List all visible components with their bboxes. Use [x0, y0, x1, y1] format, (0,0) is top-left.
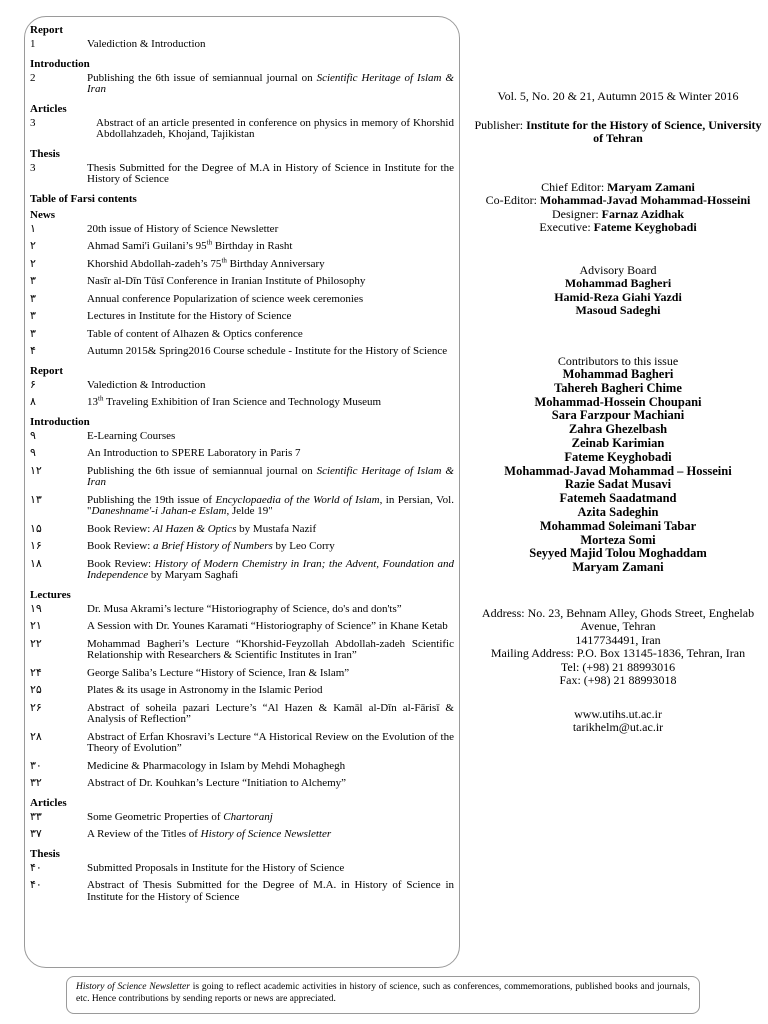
contributors [468, 355, 768, 575]
entry-italic: a Brief History of Numbers [153, 540, 273, 552]
entry-title [87, 431, 454, 443]
page-number: 3 [30, 161, 36, 174]
page-number: ۹ [30, 429, 36, 442]
entry-italic: History of Science Newsletter [200, 828, 332, 840]
entry-title [87, 466, 454, 489]
contributor-name: Azita Sadeghin [577, 504, 659, 519]
page-number: ۲۴ [30, 666, 42, 679]
entry-title [87, 621, 454, 633]
address-block [468, 607, 768, 688]
section-heading: Table of Farsi contents [30, 192, 137, 205]
toc-entry [30, 224, 454, 236]
ordinal-suffix: th [206, 238, 213, 247]
section-heading: Lectures [30, 588, 71, 601]
entry-title [87, 311, 454, 323]
contributor-name: Zahra Ghezelbash [568, 422, 668, 437]
toc-entry [30, 541, 454, 553]
entry-text: Publishing the 6th issue of semiannual journal on [87, 71, 317, 84]
contributor-name: Fatemeh Saadatmand [559, 491, 677, 506]
editorial-staff [468, 181, 768, 235]
entry-text-after: , in Persian, Vol. " [87, 493, 454, 517]
contact-links [468, 708, 768, 735]
entry-title [87, 118, 454, 141]
contributor-name: Fateme Keyghobadi [564, 449, 672, 464]
entry-italic: Al Hazen & Optics [153, 522, 237, 535]
toc-entry [30, 118, 454, 141]
toc-entry [30, 829, 454, 841]
page-number: ۲۱ [30, 620, 42, 632]
address-line: Fax: (+98) 21 88993018 [559, 673, 677, 688]
entry-title [87, 224, 454, 236]
volume-info: Vol. 5, No. 20 & 21, Autumn 2015 & Winter 2016 [497, 89, 739, 103]
contributor-name: Mohammad Soleimani Tabar [539, 518, 697, 533]
section-heading: Report [30, 364, 63, 377]
toc-entry [30, 380, 454, 392]
toc-entry [30, 448, 454, 460]
page-number: ۳ [30, 310, 36, 322]
entry-title [87, 73, 454, 96]
entry-title [87, 761, 454, 773]
section-heading: Thesis [30, 847, 60, 860]
ordinal-suffix: th [221, 255, 227, 264]
advisory-list [468, 277, 768, 318]
page-number: ۸ [30, 396, 36, 408]
entry-text: Medicine & Pharmacology in Islam by Mehdi Mohaghegh [87, 759, 346, 772]
toc-entry [30, 276, 454, 288]
entry-title [87, 524, 454, 536]
advisory-board-label: Advisory Board [579, 262, 657, 277]
page-number: 3 [30, 116, 36, 129]
masthead [468, 90, 768, 735]
page-number: ۳۲ [30, 777, 42, 789]
page-number: ۴۰ [30, 879, 42, 891]
toc-entry [30, 346, 454, 358]
entry-title [87, 829, 454, 841]
entry-text: Abstract of Thesis Submitted for the Degree of M.A. in History of Science in Institute for the History of Science [87, 879, 454, 903]
page-number: ۴ [30, 345, 36, 357]
entry-text: A Review of the Titles of [87, 828, 201, 840]
page-number: ۲ [30, 240, 36, 252]
entry-text: Book Review: [87, 522, 153, 535]
entry-text: Lectures in Institute for the History of Science [87, 310, 292, 322]
advisory-member: Masoud Sadeghi [575, 303, 661, 317]
entry-text: Abstract of an article presented in conference on physics in memory of Khorshid Abdollahzadeh, Khojand, Tajikistan [96, 116, 454, 140]
entry-title [87, 812, 454, 824]
address-line: Tel: (+98) 21 88993016 [560, 659, 676, 674]
entry-text: Abstract of soheila pazari Lecture’s “Al Hazen & Kamāl al-Dīn al-Fārisī & Analysis of Reflection” [87, 701, 454, 725]
entry-text: Nasīr al-Dīn Tūsī Conference in Iranian Institute of Philosophy [87, 275, 366, 287]
page-number: ۱۳ [30, 493, 42, 506]
contributor-name: Mohammad-Javad Mohammad – Hosseini [504, 463, 732, 478]
toc-entry [30, 778, 454, 790]
footer-newsletter-title: History of Science Newsletter [76, 982, 190, 992]
section-heading: Articles [30, 102, 67, 115]
entry-title [87, 163, 454, 186]
page-number: ۲۵ [30, 684, 42, 696]
entry-text: Dr. Musa Akrami’s lecture “Historiography of Science, do's and don'ts” [87, 602, 402, 615]
toc-entry [30, 812, 454, 824]
entry-text-after: by Leo Corry [272, 540, 335, 552]
entry-title [87, 495, 454, 518]
address-line: Mailing Address: P.O. Box 13145-1836, Tehran, Iran [490, 646, 746, 661]
toc-entry [30, 863, 454, 875]
entry-text: Book Review: [87, 557, 155, 570]
page-number: ۳۰ [30, 759, 42, 772]
page-number: ۱۹ [30, 602, 42, 615]
page-number: ۱۲ [30, 464, 42, 477]
page-number: ۹ [30, 447, 36, 459]
entry-title [87, 346, 454, 358]
toc-entry [30, 329, 454, 341]
entry-title [87, 685, 454, 697]
page-number: ۲۸ [30, 730, 42, 743]
contributor-name: Maryam Zamani [572, 560, 664, 575]
co-editor: Co-Editor: Mohammad-Javad Mohammad-Hosseini [485, 193, 751, 207]
entry-text: Thesis Submitted for the Degree of M.A in History of Science in Institute for the History of Science [87, 161, 454, 185]
page-number: ۱۵ [30, 522, 42, 535]
section-heading: Thesis [30, 147, 60, 160]
page-number: ۱۶ [30, 540, 42, 552]
toc-entry [30, 39, 454, 51]
contributor-name: Tahereh Bagheri Chime [554, 380, 682, 395]
section-heading: News [30, 208, 56, 221]
entry-text: A Session with Dr. Younes Karamati “Historiography of Science” in Khane Ketab [87, 620, 448, 632]
entry-title [87, 559, 454, 582]
entry-text: Submitted Proposals in Institute for the History of Science [87, 861, 345, 874]
toc-entry [30, 495, 454, 518]
toc-entry [30, 685, 454, 697]
publisher-line: Publisher: Institute for the History of Science, University of Tehran [474, 117, 762, 145]
contributor-name: Zeinab Karimian [571, 435, 665, 450]
contributors-list [468, 368, 768, 575]
entry-text: Abstract of Erfan Khosravi’s Lecture “A Historical Review on the Evolution of the Theory of Evolution” [87, 730, 454, 754]
website-link[interactable]: www.utihs.ut.ac.ir [574, 706, 662, 721]
entry-text: Plates & its usage in Astronomy in the Islamic Period [87, 684, 323, 696]
toc-entry [30, 431, 454, 443]
entry-title [87, 732, 454, 755]
entry-text: Khorshid Abdollah-zadeh’s 75 [87, 257, 222, 270]
entry-text-after: , Jelde 19" [226, 505, 273, 517]
entry-title [87, 448, 454, 460]
designer: Designer: Farnaz Azidhak [552, 206, 684, 221]
chief-editor: Chief Editor: Maryam Zamani [541, 179, 695, 194]
section-heading: Articles [30, 796, 67, 809]
page-number: ۲۶ [30, 701, 42, 714]
entry-title [87, 238, 454, 253]
entry-text: 20th issue of History of Science Newsletter [87, 222, 279, 235]
entry-text: An Introduction to SPERE Laboratory in Paris 7 [87, 447, 301, 459]
entry-title [87, 380, 454, 392]
entry-text-after: Birthday Anniversary [226, 257, 325, 270]
ordinal-suffix: th [98, 394, 104, 403]
toc-entry [30, 524, 454, 536]
entry-title [87, 668, 454, 680]
address-line: Address: No. 23, Behnam Alley, Ghods Street, Enghelab Avenue, Tehran [481, 605, 755, 634]
page-number: ۱۸ [30, 557, 42, 570]
entry-title [87, 255, 454, 271]
entry-text: Publishing the 19th issue of [87, 493, 216, 506]
entry-title [87, 394, 454, 409]
entry-text: E-Learning Courses [87, 429, 176, 442]
contributor-name: Sara Farzpour Machiani [551, 408, 685, 423]
entry-title [87, 276, 454, 288]
section-heading: Introduction [30, 57, 90, 70]
entry-title [87, 39, 454, 51]
executive: Executive: Fateme Keyghobadi [539, 220, 697, 234]
toc-entry [30, 73, 454, 96]
contributor-name: Mohammad Bagheri [562, 367, 674, 381]
entry-title [87, 880, 454, 903]
contributor-name: Morteza Somi [580, 532, 656, 547]
entry-title [87, 639, 454, 662]
email-link[interactable]: tarikhelm@ut.ac.ir [572, 720, 664, 735]
entry-italic: Encyclopaedia of the World of Islam [215, 493, 380, 506]
entry-text: Valediction & Introduction [87, 378, 206, 391]
section-heading: Introduction [30, 415, 90, 428]
entry-text: Book Review: [87, 540, 153, 552]
toc-entry [30, 732, 454, 755]
entry-text-after: by Maryam Saghafi [148, 569, 239, 581]
entry-italic: Daneshname'-i Jahan-e Eslam [91, 505, 227, 517]
entry-title [87, 329, 454, 341]
toc-entry [30, 621, 454, 633]
page-number: 1 [30, 38, 36, 50]
page-number: 2 [30, 71, 36, 84]
footer-text: is going to reflect academic activities in history of science, such as conferences, commemorations, published books and journals, etc. Hence contributions by sending reports or news are appreciated. [76, 982, 690, 1004]
footer-note [66, 976, 700, 1014]
toc-entry [30, 466, 454, 489]
toc-entry [30, 255, 454, 271]
contributor-name: Mohammad-Hossein Choupani [534, 394, 702, 409]
entry-title [87, 863, 454, 875]
toc-entry [30, 294, 454, 306]
entry-italic: History of Modern Chemistry in Iran; the Advent, Foundation and Independence [87, 557, 454, 581]
toc-entry [30, 163, 454, 186]
entry-text: Table of content of Alhazen & Optics conference [87, 327, 303, 340]
address-line: 1417734491, Iran [575, 632, 661, 647]
page-number: ۶ [30, 378, 36, 391]
toc-entry [30, 604, 454, 616]
entry-italic: Scientific Heritage of Islam & Iran [87, 464, 454, 488]
entry-text: Ahmad Sami'i Guilani’s 95 [87, 240, 207, 252]
page-number: ۳۳ [30, 810, 42, 823]
entry-text: Some Geometric Properties of [87, 810, 224, 823]
entry-text: 13 [87, 396, 98, 408]
toc-entry [30, 559, 454, 582]
entry-text-after: Traveling Exhibition of Iran Science and Technology Museum [103, 396, 382, 408]
entry-title [87, 703, 454, 726]
entry-text: Autumn 2015& Spring2016 Course schedule - Institute for the History of Science [87, 345, 448, 357]
page-number: ۳ [30, 292, 36, 305]
page-number: ۳ [30, 327, 36, 340]
table-of-contents [30, 22, 454, 909]
toc-entry [30, 668, 454, 680]
toc-entry [30, 761, 454, 773]
toc-entry [30, 703, 454, 726]
entry-text: Abstract of Dr. Kouhkan’s Lecture “Initiation to Alchemy” [87, 777, 347, 789]
page-number: ۳ [30, 275, 36, 287]
page-number: ۲۲ [30, 637, 42, 650]
page-number: ۲ [30, 257, 36, 270]
entry-text: Valediction & Introduction [87, 38, 206, 50]
page-number: ۴۰ [30, 861, 42, 874]
contributor-name: Razie Sadat Musavi [564, 477, 672, 492]
toc-entry [30, 880, 454, 903]
entry-text: Publishing the 6th issue of semiannual journal on [87, 464, 317, 477]
entry-italic: Chartoranj [223, 810, 273, 823]
page-number: ۱ [30, 222, 36, 235]
entry-text: Annual conference Popularization of science week ceremonies [87, 292, 364, 305]
entry-text-after: Birthday in Rasht [212, 240, 293, 252]
entry-title [87, 778, 454, 790]
entry-text: Mohammad Bagheri’s Lecture “Khorshid-Feyzollah Abdollah-zadeh Scientific Relationship with Researchers & Scientific Institutes in Iran” [87, 637, 454, 661]
entry-title [87, 541, 454, 553]
entry-title [87, 604, 454, 616]
contributor-name: Seyyed Majid Tolou Moghaddam [529, 546, 707, 561]
toc-entry [30, 238, 454, 253]
advisory-board [468, 264, 768, 318]
section-heading: Report [30, 24, 63, 36]
toc-entry [30, 311, 454, 323]
entry-title [87, 294, 454, 306]
publisher-name: Institute for the History of Science, University of Tehran [526, 117, 762, 145]
entry-italic: Scientific Heritage of Islam & Iran [87, 71, 454, 95]
toc-entry [30, 639, 454, 662]
entry-text: George Saliba’s Lecture “History of Science, Iran & Islam” [87, 666, 350, 679]
contributors-label: Contributors to this issue [557, 353, 679, 368]
page-number: ۳۷ [30, 828, 42, 840]
advisory-member: Mohammad Bagheri [564, 276, 672, 290]
toc-entry [30, 394, 454, 409]
advisory-member: Hamid-Reza Giahi Yazdi [554, 289, 682, 304]
entry-text-after: by Mustafa Nazif [236, 522, 317, 535]
